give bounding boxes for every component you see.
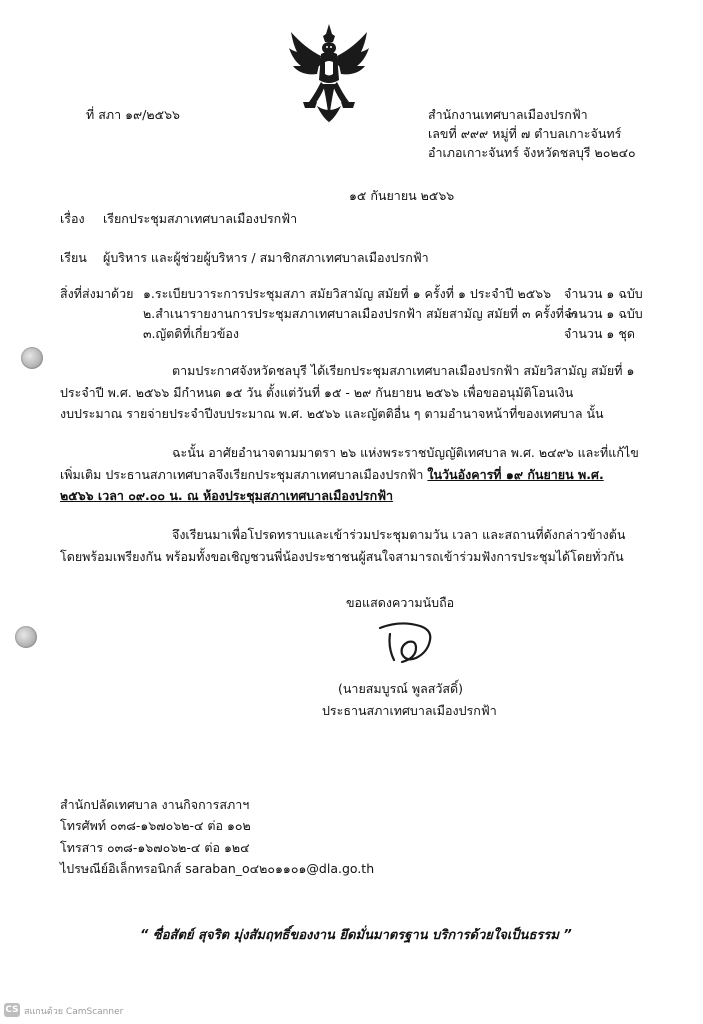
camscanner-logo-icon: CS bbox=[5, 1005, 19, 1015]
closing-salutation: ขอแสดงความนับถือ bbox=[346, 595, 455, 610]
body-paragraph-3-line-1: จึงเรียนมาเพื่อโปรดทราบและเข้าร่วมประชุมตามวัน เวลา และสถานที่ดังกล่าวข้างต้น bbox=[172, 527, 626, 542]
footer-fax: โทรสาร ๐๓๘-๑๖๗๐๖๒-๔ ต่อ ๑๒๔ bbox=[60, 840, 250, 855]
office-address-line1: เลขที่ ๙๙๙ หมู่ที่ ๗ ตำบลเกาะจันทร์ bbox=[428, 126, 622, 141]
enclosure-qty: จำนวน ๑ ฉบับ bbox=[564, 286, 643, 301]
enclosure-qty: จำนวน ๑ ชุด bbox=[564, 326, 635, 341]
enclosures-label: สิ่งที่ส่งมาด้วย bbox=[60, 286, 134, 301]
body-paragraph-1-line-1: ตามประกาศจังหวัดชลบุรี ได้เรียกประชุมสภาเทศบาลเมืองปรกฟ้า สมัยวิสามัญ สมัยที่ ๑ bbox=[172, 363, 635, 378]
enclosure-item: ๓.ญัตติที่เกี่ยวข้อง bbox=[143, 326, 239, 341]
footer-phone: โทรศัพท์ ๐๓๘-๑๖๗๐๖๒-๔ ต่อ ๑๐๒ bbox=[60, 818, 251, 833]
binder-hole-icon bbox=[15, 626, 37, 648]
recipient-label: เรียน bbox=[60, 250, 87, 265]
binder-hole-icon bbox=[21, 347, 43, 369]
document-date: ๑๕ กันยายน ๒๕๖๖ bbox=[349, 188, 455, 203]
garuda-emblem-icon bbox=[287, 22, 371, 130]
body-paragraph-3-line-2: โดยพร้อมเพรียงกัน พร้อมทั้งขอเชิญชวนพี่น้องประชาชนผู้สนใจสามารถเข้าร่วมฟังการประชุมได้โดยทั่วกัน bbox=[60, 549, 624, 564]
footer-motto: “ ซื่อสัตย์ สุจริต มุ่งสัมฤทธิ์ของงาน ยึดมั่นมาตรฐาน บริการด้วยใจเป็นธรรม ” bbox=[140, 928, 572, 943]
enclosure-qty: จำนวน ๑ ฉบับ bbox=[564, 306, 643, 321]
footer-email: ไปรษณีย์อิเล็กทรอนิกส์ saraban_o๔๒๐๑๑๐๑@dla.go.th bbox=[60, 861, 375, 876]
enclosure-item: ๒.สำเนารายงานการประชุมสภาเทศบาลเมืองปรกฟ้า สมัยสามัญ สมัยที่ ๓ ครั้งที่ ๓ bbox=[143, 306, 577, 321]
document-ref: ที่ สภา ๑๙/๒๕๖๖ bbox=[86, 107, 180, 122]
office-name: สำนักงานเทศบาลเมืองปรกฟ้า bbox=[428, 107, 588, 122]
signatory-position: ประธานสภาเทศบาลเมืองปรกฟ้า bbox=[322, 703, 497, 718]
body-paragraph-2-plain: เพิ่มเติม ประธานสภาเทศบาลจึงเรียกประชุมสภาเทศบาลเมืองปรกฟ้า bbox=[60, 467, 428, 482]
camscanner-watermark: สแกนด้วย CamScanner bbox=[24, 1007, 124, 1017]
subject-text: เรียกประชุมสภาเทศบาลเมืองปรกฟ้า bbox=[103, 211, 298, 226]
body-paragraph-2-line-2 bbox=[60, 467, 604, 483]
signatory-name: (นายสมบูรณ์ พูลสวัสดิ์) bbox=[338, 681, 464, 696]
body-paragraph-2-line-1: ฉะนั้น อาศัยอำนาจตามมาตรา ๒๖ แห่งพระราชบัญญัติเทศบาล พ.ศ. ๒๔๙๖ และที่แก้ไข bbox=[172, 445, 639, 460]
meeting-date-highlight: ในวันอังคารที่ ๑๙ กันยายน พ.ศ. bbox=[427, 467, 604, 482]
footer-department: สำนักปลัดเทศบาล งานกิจการสภาฯ bbox=[60, 797, 250, 812]
meeting-time-location-highlight: ๒๕๖๖ เวลา ๐๙.๐๐ น. ณ ห้องประชุมสภาเทศบาลเมืองปรกฟ้า bbox=[60, 488, 394, 503]
recipient-text: ผู้บริหาร และผู้ช่วยผู้บริหาร / สมาชิกสภาเทศบาลเมืองปรกฟ้า bbox=[103, 250, 429, 265]
subject-label: เรื่อง bbox=[60, 211, 85, 226]
office-address-line2: อำเภอเกาะจันทร์ จังหวัดชลบุรี ๒๐๒๔๐ bbox=[428, 145, 636, 160]
body-paragraph-1-line-3: งบประมาณ รายจ่ายประจำปีงบประมาณ พ.ศ. ๒๕๖๖ และญัตติอื่น ๆ ตามอำนาจหน้าที่ของเทศบาล นั้น bbox=[60, 406, 604, 421]
body-paragraph-1-line-2: ประจำปี พ.ศ. ๒๕๖๖ มีกำหนด ๑๕ วัน ตั้งแต่วันที่ ๑๕ - ๒๙ กันยายน ๒๕๖๖ เพื่อขออนุมัติโอนเงิน bbox=[60, 385, 574, 400]
signature-icon bbox=[372, 618, 444, 666]
enclosure-item: ๑.ระเบียบวาระการประชุมสภา สมัยวิสามัญ สมัยที่ ๑ ครั้งที่ ๑ ประจำปี ๒๕๖๖ bbox=[143, 286, 552, 301]
